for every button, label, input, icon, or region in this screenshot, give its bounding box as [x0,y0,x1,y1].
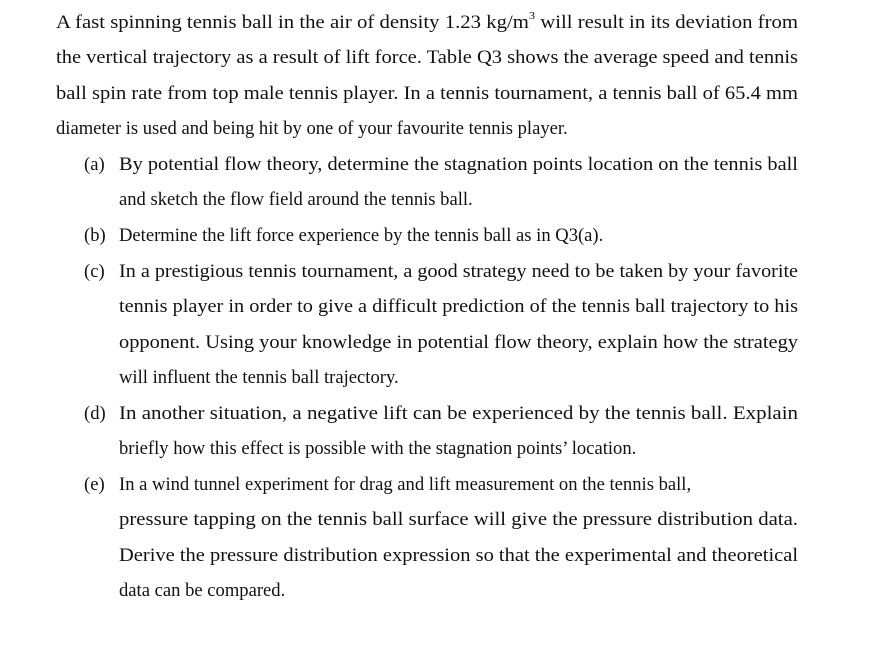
question-b-label: (b) [84,225,106,246]
question-e-line-4: data can be compared. [119,580,286,601]
question-d-line-1: In another situation, a negative lift can be experienced by the tennis ball. Explain [119,403,799,424]
intro-line-4: diameter is used and being hit by one of your favourite tennis player. [56,118,568,139]
intro-line-2: the vertical trajectory as a result of lift force. Table Q3 shows the average speed and tennis [56,47,799,68]
question-e-label: (e) [84,474,105,495]
question-a-line-2: and sketch the flow field around the tennis ball. [119,189,473,210]
question-a-label: (a) [84,154,105,175]
intro-line-3: ball spin rate from top male tennis player. In a tennis tournament, a tennis ball of 65.4 mm [56,83,798,104]
question-b-line-1: Determine the lift force experience by the tennis ball as in Q3(a). [119,225,604,246]
question-e-line-1: In a wind tunnel experiment for drag and lift measurement on the tennis ball, [119,474,692,495]
question-c-label: (c) [84,261,105,282]
intro-line-1 [56,9,799,34]
question-c-line-2: tennis player in order to give a difficult prediction of the tennis ball trajectory to his [119,296,799,317]
question-e-line-2: pressure tapping on the tennis ball surface will give the pressure distribution data. [119,509,798,530]
question-d-line-2: briefly how this effect is possible with the stagnation points’ location. [119,438,637,459]
question-c-line-3: opponent. Using your knowledge in potential flow theory, explain how the strategy [119,332,799,353]
question-c-line-4: will influent the tennis ball trajectory. [119,367,399,388]
intro-line-1-text-end: will result in its deviation from [535,12,799,33]
superscript-cubed: 3 [528,9,536,22]
intro-line-1-text: A fast spinning tennis ball in the air of density 1.23 kg/m [56,12,529,33]
question-a-line-1: By potential flow theory, determine the stagnation points location on the tennis ball [119,154,798,175]
question-d-label: (d) [84,403,106,424]
question-c-line-1: In a prestigious tennis tournament, a good strategy need to be taken by your favorite [119,261,799,282]
question-e-line-3: Derive the pressure distribution expression so that the experimental and theoretical [119,545,799,566]
